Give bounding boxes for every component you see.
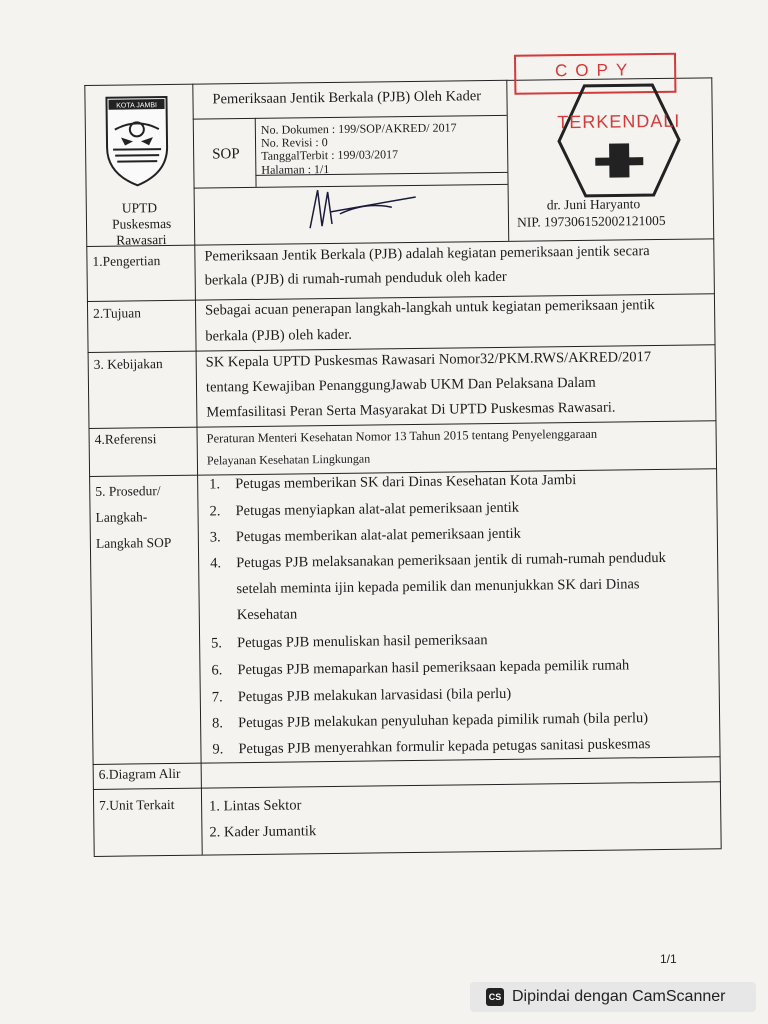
svg-text:KOTA JAMBI: KOTA JAMBI (116, 102, 157, 110)
tujuan-line-2: berkala (PJB) oleh kader. (205, 326, 353, 345)
step-number: 5. (211, 635, 223, 652)
camscanner-icon: CS (486, 988, 504, 1006)
kebijakan-line-3: Memfasilitasi Peran Serta Masyarakat Di UPTD Puskesmas Rawasari. (206, 399, 616, 421)
section-label-prosedur-2: Langkah- (95, 509, 148, 525)
step-text: Petugas menyiapkan alat-alat pemeriksaan jentik (235, 499, 520, 520)
step-number: 1. (209, 476, 221, 493)
table-border-right (711, 77, 721, 848)
svg-text:TERKENDALI: TERKENDALI (557, 110, 681, 133)
controlled-stamp (554, 81, 683, 201)
column-divider (192, 84, 202, 855)
step-text: Petugas PJB melakukan penyuluhan kepada pimilik rumah (bila perlu) (238, 710, 649, 732)
unit-item-2: 2. Kader Jumantik (209, 823, 317, 841)
section-label-prosedur-1: 5. Prosedur/ (95, 483, 161, 499)
step-number: 6. (211, 662, 223, 679)
sop-document (84, 52, 724, 856)
section-label-diagram: 6.Diagram Alir (98, 765, 181, 782)
kebijakan-line-1: SK Kepala UPTD Puskesmas Rawasari Nomor32/PKM.RWS/AKRED/2017 (205, 349, 652, 371)
step-text: Petugas PJB melaksanakan pemeriksaan jentik di rumah-rumah penduduk (236, 549, 666, 572)
section-label-tujuan: 2.Tujuan (93, 305, 142, 321)
sop-divider (255, 118, 257, 187)
step-text: Petugas memberikan SK dari Dinas Kesehatan Kota Jambi (235, 472, 577, 493)
org-line-2: Puskesmas (111, 215, 172, 232)
title-divider (193, 115, 507, 120)
sop-title: Pemeriksaan Jentik Berkala (PJB) Oleh Kader (212, 88, 482, 108)
tujuan-line-1: Sebagai acuan penerapan langkah-langkah untuk kegiatan pemeriksaan jentik (204, 297, 655, 319)
step-number: 3. (209, 529, 221, 546)
step-text: Petugas PJB melakukan larvasidasi (bila perlu) (237, 685, 512, 706)
sop-label: SOP (212, 146, 240, 163)
step-number: 4. (210, 555, 222, 572)
step-text: Kesehatan (236, 606, 298, 624)
step-text: Petugas PJB menuliskan hasil pemeriksaan (237, 632, 488, 652)
signature (296, 183, 427, 235)
page-count: Halaman : 1/1 (261, 162, 330, 177)
section-label-prosedur-3: Langkah SOP (95, 534, 172, 551)
org-line-1: UPTD (121, 200, 158, 216)
step-text: Petugas memberikan alat-alat pemeriksaan jentik (235, 525, 521, 546)
table-border-left (84, 85, 94, 856)
camscanner-text: Dipindai dengan CamScanner (512, 988, 726, 1005)
copy-stamp: COPY (514, 53, 676, 95)
step-number: 7. (211, 689, 223, 706)
header-column-divider (506, 80, 509, 241)
issue-date: TanggalTerbit : 199/03/2017 (261, 147, 399, 163)
step-number: 8. (212, 715, 224, 732)
section-label-referensi: 4.Referensi (94, 431, 157, 447)
table-border-bottom (94, 848, 722, 857)
section-label-kebijakan: 3. Kebijakan (93, 356, 163, 372)
kebijakan-line-2: tentang Kewajiban PenanggungJawab UKM Dan Pelaksana Dalam (205, 374, 596, 396)
step-number: 2. (209, 503, 221, 520)
step-text: setelah meminta ijin kepada pemilik dan menunjukkan SK dari Dinas (236, 576, 640, 598)
row-divider (93, 756, 721, 765)
pengertian-line-1: Pemeriksaan Jentik Berkala (PJB) adalah kegiatan pemeriksaan jentik secara (204, 243, 650, 265)
doc-number: No. Dokumen : 199/SOP/AKRED/ 2017 (260, 120, 457, 137)
pengertian-line-2: berkala (PJB) di rumah-rumah penduduk oleh kader (204, 268, 507, 289)
org-line-3: Rawasari (116, 232, 167, 248)
revision-number: No. Revisi : 0 (260, 135, 328, 150)
row-divider (93, 781, 721, 790)
referensi-line-1: Peraturan Menteri Kesehatan Nomor 13 Tahun 2015 tentang Penyelenggaraan (206, 426, 598, 446)
section-label-unit: 7.Unit Terkait (99, 796, 175, 813)
signer-nip: NIP. 197306152002121005 (516, 212, 666, 230)
page-number: 1/1 (660, 952, 677, 966)
step-number: 9. (212, 741, 224, 758)
camscanner-banner (470, 982, 756, 1012)
unit-item-1: 1. Lintas Sektor (209, 797, 302, 815)
referensi-line-2: Pelayanan Kesehatan Lingkungan (206, 451, 371, 468)
kota-jambi-logo (102, 93, 171, 190)
signer-name: dr. Juni Haryanto (546, 196, 641, 213)
section-label-pengertian: 1.Pengertian (92, 253, 161, 269)
step-text: Petugas PJB memaparkan hasil pemeriksaan kepada pemilik rumah (237, 657, 630, 679)
step-text: Petugas PJB menyerahkan formulir kepada petugas sanitasi puskesmas (238, 736, 651, 758)
